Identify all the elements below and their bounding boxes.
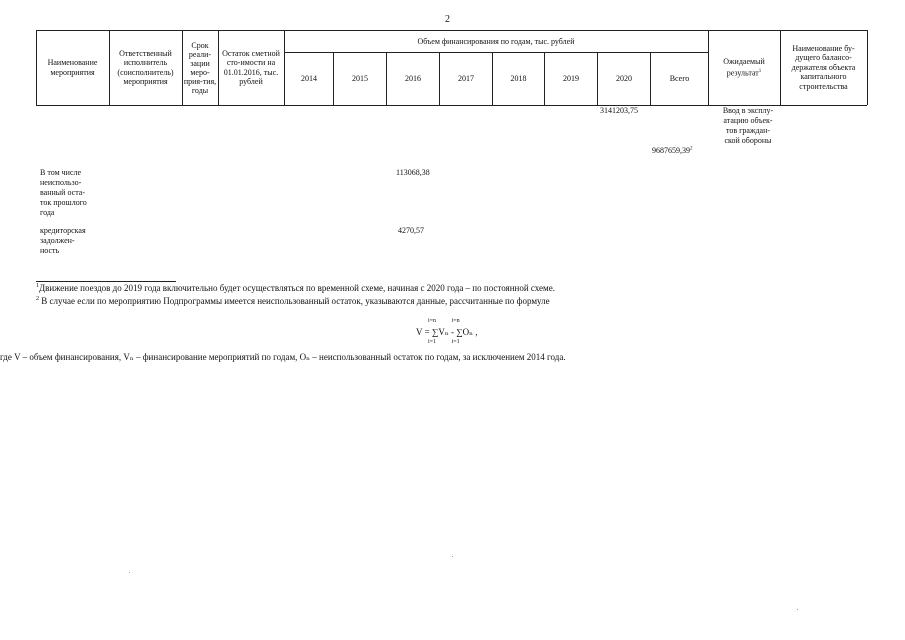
header-result: Ожидаемый результат$^1$ [723,57,765,78]
subrow-debt-label: кредиторская задолжен- ность [40,226,86,255]
header-funding: Объем финансирования по годам, тыс. рублей [417,36,575,46]
formula-upper-limits: i=n i=n [428,318,460,324]
footnote-separator [36,281,176,282]
subrow-unused-label: В том числе неиспользо- ванный оста- ток прошлого года [40,168,87,217]
header-year-2016: 2016 [405,74,421,84]
footnote-2: $^2$ В случае если по мероприятию Подпрограммы имеется неиспользованный остаток, указываются данные, рассчитанные по формуле [36,296,550,306]
header-name: Наименование мероприятия [47,58,98,77]
formula-definition: где V – объем финансирования, Vₙ – финансирование мероприятий по годам, Oₙ – неиспользованный остаток по годам, за исключением 2014 года. [0,352,566,362]
footnote-1: $^1$Движение поездов до 2019 года включительно будет осуществляться по временной схеме, начиная с 2020 года – по постоянной схеме. [36,283,555,293]
header-holder: Наименование бу-дущего балансо-держателя объекта капитального строительства [791,43,856,91]
header-year-2015: 2015 [352,74,368,84]
value-2020: 3141203,75 [600,106,638,115]
header-total: Всего [669,74,690,84]
scan-speck [452,556,453,557]
header-term: Срок реали-зации меро-прия-тия, годы [183,40,217,95]
header-year-2018: 2018 [510,74,527,84]
value-total: 9687659,39$^2$ [652,146,693,155]
header-year-2017: 2017 [458,74,474,84]
header-year-2019: 2019 [563,74,579,84]
scan-speck [129,572,130,573]
header-balance: Остаток сметной сто-имости на 01.01.2016, тыс. рублей [222,48,280,86]
header-year-2014: 2014 [301,74,317,84]
header-year-2020: 2020 [616,74,632,84]
formula-lower-limits: i=1 i=1 [428,339,460,345]
formula: V = ∑Vₙ - ∑Oₙ , [416,327,478,337]
scan-speck [797,609,798,610]
subrow-unused-value-2016: 113068,38 [396,168,430,177]
result-text: Ввод в эксплу- атацию объек- тов граждан- ской обороны [722,106,774,145]
header-executor: Ответственный исполнитель (соисполнитель) мероприятия [117,48,174,86]
page-number: 2 [445,14,450,25]
subrow-debt-value-2016: 4270,57 [398,226,424,235]
